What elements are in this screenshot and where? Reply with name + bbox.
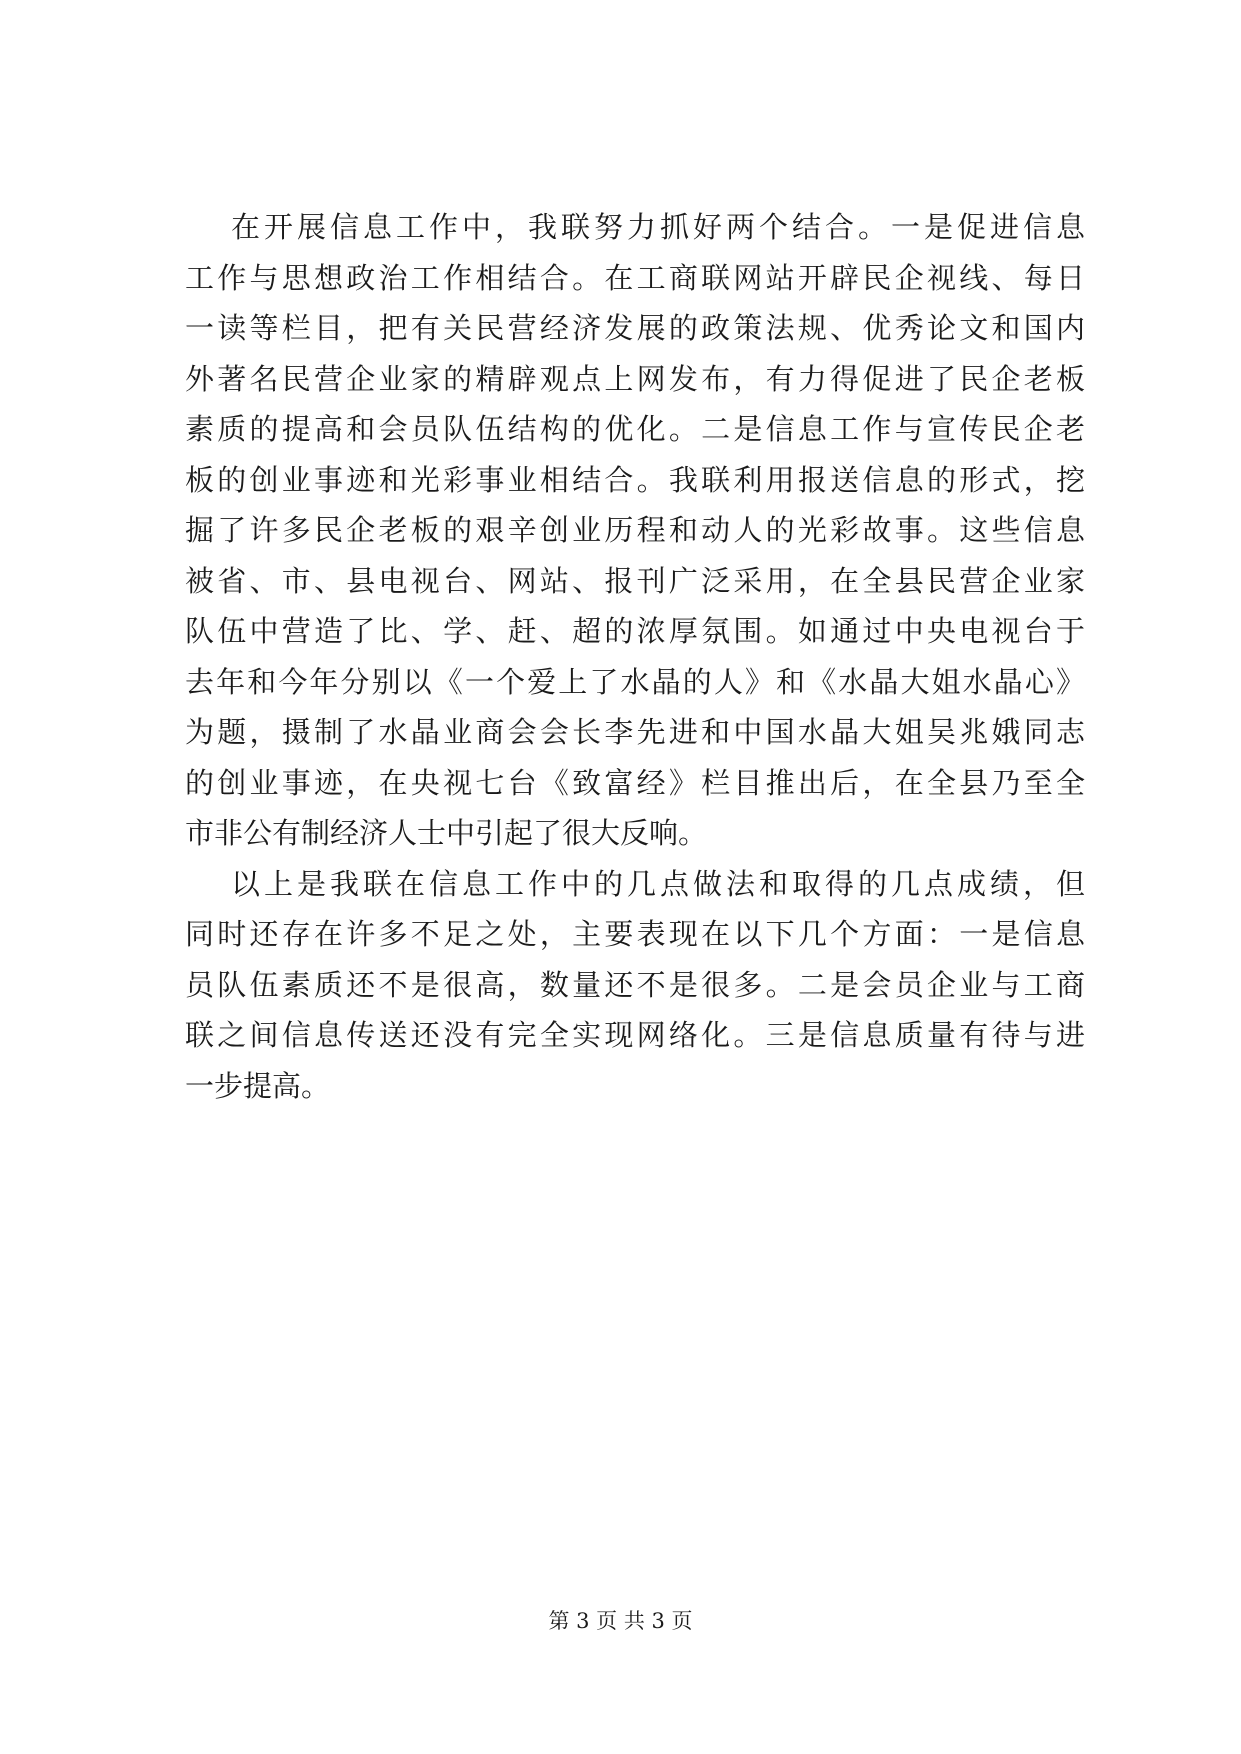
paragraph-line: 素质的提高和会员队伍结构的优化。二是信息工作与宣传民企老 xyxy=(185,412,1085,446)
paragraph-line: 队伍中营造了比、学、赶、超的浓厚氛围。如通过中央电视台于 xyxy=(185,614,1085,648)
paragraph-line: 的创业事迹，在央视七台《致富经》栏目推出后，在全县乃至全 xyxy=(185,765,1085,800)
paragraph-line: 为题，摄制了水晶业商会会长李先进和中国水晶大姐吴兆娥同志 xyxy=(185,715,1085,749)
paragraph-2 xyxy=(185,859,1085,1112)
paragraph-line: 员队伍素质还不是很高，数量还不是很多。二是会员企业与工商 xyxy=(185,967,1085,1002)
paragraph-line: 在开展信息工作中，我联努力抓好两个结合。一是促进信息 xyxy=(231,210,1085,244)
paragraph-line: 去年和今年分别以《一个爱上了水晶的人》和《水晶大姐水晶心》 xyxy=(185,664,1085,699)
page-number-footer: 第 3 页 共 3 页 xyxy=(548,1609,693,1633)
paragraph-line: 掘了许多民企老板的艰辛创业历程和动人的光彩故事。这些信息 xyxy=(185,513,1085,547)
paragraph-line: 市非公有制经济人士中引起了很大反响。 xyxy=(185,816,708,850)
paragraph-line: 板的创业事迹和光彩事业相结合。我联利用报送信息的形式，挖 xyxy=(185,462,1085,497)
paragraph-1 xyxy=(185,202,1085,859)
paragraph-line: 一读等栏目，把有关民营经济发展的政策法规、优秀论文和国内 xyxy=(185,311,1085,345)
paragraph-line: 以上是我联在信息工作中的几点做法和取得的几点成绩，但 xyxy=(231,866,1085,901)
document-body xyxy=(185,202,1085,1111)
paragraph-line: 外著名民营企业家的精辟观点上网发布，有力得促进了民企老板 xyxy=(185,361,1085,396)
paragraph-line: 被省、市、县电视台、网站、报刊广泛采用，在全县民营企业家 xyxy=(185,563,1085,598)
paragraph-line: 同时还存在许多不足之处，主要表现在以下几个方面：一是信息 xyxy=(185,917,1085,951)
paragraph-line: 工作与思想政治工作相结合。在工商联网站开辟民企视线、每日 xyxy=(185,260,1085,295)
paragraph-line: 一步提高。 xyxy=(185,1068,331,1103)
paragraph-line: 联之间信息传送还没有完全实现网络化。三是信息质量有待与进 xyxy=(185,1018,1085,1052)
